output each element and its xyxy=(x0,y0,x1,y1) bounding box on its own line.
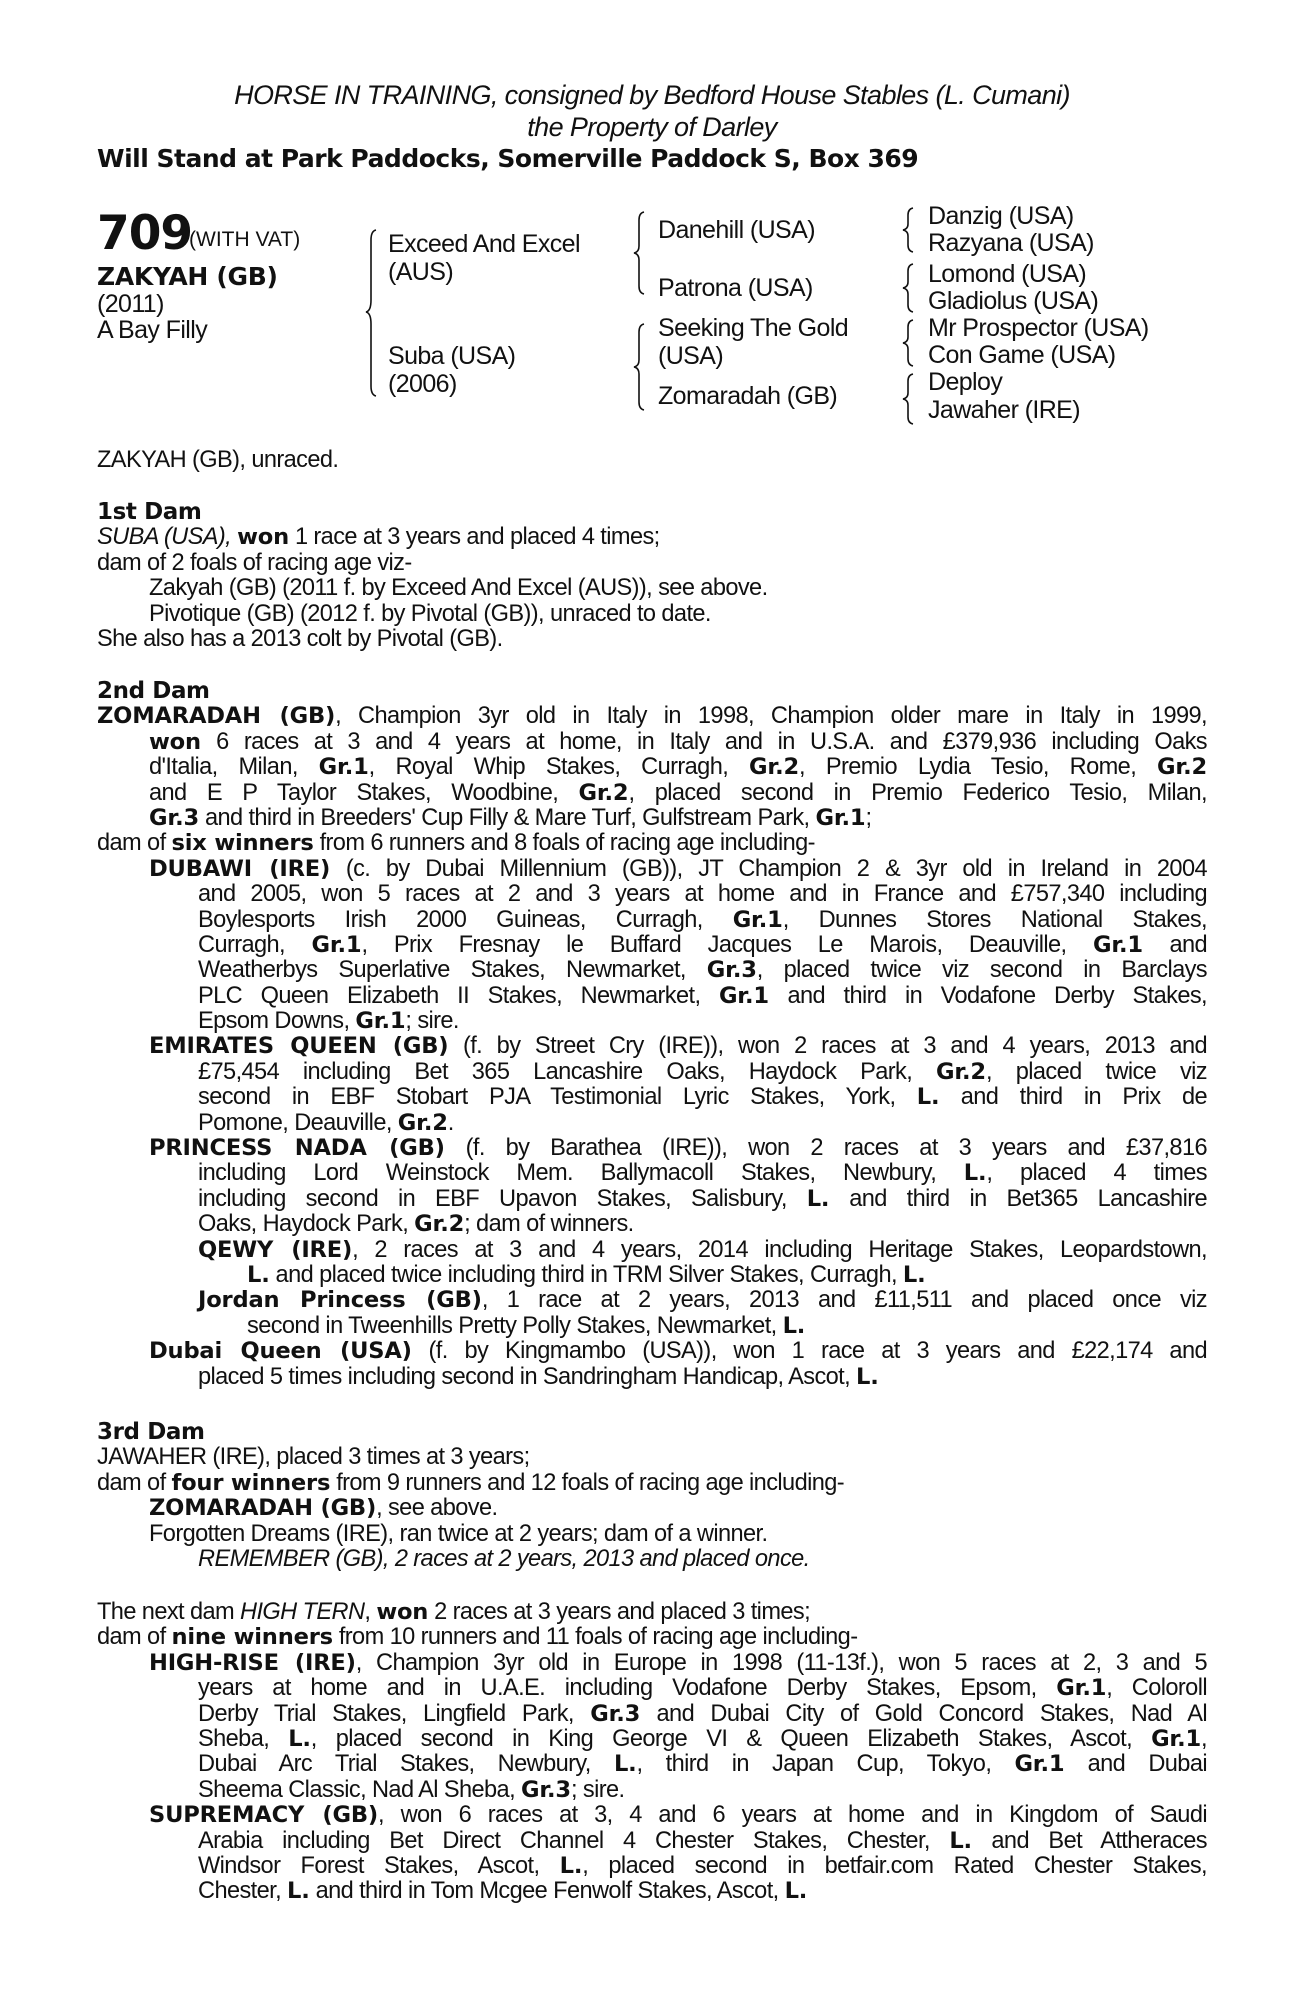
text-segment: L. xyxy=(916,1085,940,1111)
section-title: 1st Dam xyxy=(97,499,202,525)
text-segment: Weatherbys Superlative Stakes, Newmarket, xyxy=(198,958,707,984)
pedigree-text-line xyxy=(97,1263,1207,1288)
text-segment: L. xyxy=(288,1726,311,1752)
text-segment: Oaks, Haydock Park, xyxy=(198,1211,415,1238)
pedigree-text-line xyxy=(97,704,1207,729)
text-segment: (f. by Kingmambo (USA)), won 1 race at 3 years and £22,174 and xyxy=(411,1339,1207,1365)
pedigree-text-line xyxy=(97,1752,1207,1777)
pedigree-text-line xyxy=(97,831,1207,856)
pedigree-gen3-1: Danzig (USA) xyxy=(928,202,1074,230)
text-segment: Chester, xyxy=(198,1878,288,1905)
pedigree-brace-ds xyxy=(630,322,654,412)
text-segment: SUBA (USA), xyxy=(97,524,232,551)
text-segment: Sheema Classic, Nad Al Sheba, xyxy=(198,1776,521,1803)
pedigree-text-line xyxy=(97,958,1207,983)
text-segment: ; sire. xyxy=(570,1776,625,1803)
text-segment: The next dam xyxy=(97,1599,241,1625)
text-segment: , placed twice viz second in Barclays xyxy=(756,958,1207,984)
text-segment: and third in Prix de xyxy=(939,1085,1207,1111)
pedigree-brace-3a xyxy=(900,206,922,254)
text-segment: , placed second in betfair.com Rated Chester Stakes, xyxy=(582,1853,1207,1879)
text-segment: ; xyxy=(865,804,872,831)
text-segment: HIGH-RISE (IRE) xyxy=(149,1650,356,1676)
text-segment: L. xyxy=(247,1261,270,1288)
text-segment: dam of xyxy=(97,1469,172,1496)
pedigree-brace-3d xyxy=(900,372,922,426)
text-segment: HIGH TERN xyxy=(240,1599,365,1625)
text-segment: ZOMARADAH (GB) xyxy=(149,1495,377,1522)
text-segment: Gr.3 xyxy=(590,1701,641,1727)
pedigree-gen3-8: Jawaher (IRE) xyxy=(928,396,1080,424)
text-segment: Gr.3 xyxy=(706,958,757,984)
text-segment: Jordan Princess (GB) xyxy=(198,1288,482,1314)
pedigree-text-line xyxy=(97,1651,1207,1676)
text-segment: JAWAHER (IRE), placed 3 times at 3 years; xyxy=(97,1444,530,1471)
text-segment: , Champion 3yr old in Italy in 1998, Champion older mare in Italy in 1999, xyxy=(335,704,1207,730)
pedigree-text-line xyxy=(97,1778,1207,1803)
text-segment: Gr.1 xyxy=(1014,1752,1065,1778)
text-segment: and Bet Attheraces xyxy=(971,1828,1207,1854)
text-segment: L. xyxy=(559,1853,583,1879)
pedigree-text-line xyxy=(97,984,1207,1009)
pedigree-text-line xyxy=(97,1471,1207,1496)
pedigree-text-line xyxy=(97,1676,1207,1701)
section-title: 2nd Dam xyxy=(97,678,210,704)
text-segment: from 10 runners and 11 foals of racing age including- xyxy=(332,1624,858,1651)
pedigree-gen3-2: Razyana (USA) xyxy=(928,229,1094,257)
text-segment: dam of xyxy=(97,830,172,857)
pedigree-text-line xyxy=(97,1727,1207,1752)
pedigree-text-line xyxy=(97,1187,1207,1212)
section-2nd-dam xyxy=(97,679,1207,1390)
text-segment: , placed second in King George VI & Queen Elizabeth Stakes, Ascot, xyxy=(310,1726,1152,1752)
text-segment: Gr.2 xyxy=(749,755,800,781)
pedigree-gen3-7: Deploy xyxy=(928,368,1003,396)
horse-name: ZAKYAH (GB) xyxy=(97,262,278,291)
section-body xyxy=(97,1600,1207,1905)
lot-vat: (WITH VAT) xyxy=(189,228,301,251)
text-segment: L. xyxy=(287,1878,310,1905)
text-segment: , Champion 3yr old in Europe in 1998 (11-13f.), won 5 races at 2, 3 and 5 xyxy=(355,1650,1207,1676)
pedigree-text-line xyxy=(97,857,1207,882)
horse-description: A Bay Filly xyxy=(97,316,208,344)
text-segment: ; sire. xyxy=(405,1008,459,1035)
section-1st-dam xyxy=(97,500,1207,652)
text-segment: , third in Japan Cup, Tokyo, xyxy=(636,1752,1015,1778)
text-segment: REMEMBER (GB), xyxy=(198,1545,389,1572)
text-segment: Gr.2 xyxy=(414,1211,465,1238)
text-segment: dam of 2 foals of racing age viz- xyxy=(97,549,412,576)
pedigree-text-line xyxy=(97,908,1207,933)
pedigree-text-line xyxy=(97,1365,1207,1390)
text-segment: won xyxy=(237,524,289,551)
text-segment: dam of xyxy=(97,1624,172,1651)
text-segment: ; dam of winners. xyxy=(464,1211,634,1238)
pedigree-text-line xyxy=(97,755,1207,780)
pedigree-gen3-5: Mr Prospector (USA) xyxy=(928,314,1149,342)
pedigree-text-line xyxy=(97,1314,1207,1339)
pedigree-dam-sire: Seeking The Gold xyxy=(658,314,849,342)
text-segment: from 6 runners and 8 foals of racing age including- xyxy=(313,830,815,857)
text-segment: Gr.1 xyxy=(355,1008,406,1035)
text-segment: , placed twice viz xyxy=(985,1059,1207,1085)
text-segment: , placed second in Premio Federico Tesio, Milan, xyxy=(628,780,1207,806)
text-segment: DUBAWI (IRE) xyxy=(149,856,331,882)
pedigree-text-line xyxy=(97,1522,1207,1547)
pedigree-brace-gen1 xyxy=(360,228,390,398)
text-segment: , won 6 races at 3, 4 and 6 years at home and in Kingdom of Saudi xyxy=(378,1803,1207,1829)
text-segment: (c. by Dubai Millennium (GB)), JT Champion 2 & 3yr old in Ireland in 2004 xyxy=(330,856,1207,882)
text-segment: 2 races at 2 years, 2013 and placed once. xyxy=(388,1545,810,1572)
pedigree-text-line xyxy=(97,1496,1207,1521)
text-segment: 1 race at 3 years and placed 4 times; xyxy=(288,524,660,551)
text-segment: Gr.2 xyxy=(397,1109,448,1136)
pedigree-text-line xyxy=(97,1212,1207,1237)
text-segment: L. xyxy=(902,1261,926,1288)
text-segment: L. xyxy=(613,1752,637,1778)
text-segment: Gr.2 xyxy=(578,780,629,806)
text-segment: PLC Queen Elizabeth II Stakes, Newmarket, xyxy=(198,983,719,1009)
text-segment: Dubai Arc Trial Stakes, Newbury, xyxy=(198,1752,614,1778)
text-segment: , placed 4 times xyxy=(986,1161,1207,1187)
text-segment: d'Italia, Milan, xyxy=(149,755,319,781)
text-segment: four winners xyxy=(171,1469,331,1496)
pedigree-text-line xyxy=(97,551,1207,576)
pedigree-gen3-4: Gladiolus (USA) xyxy=(928,287,1099,315)
text-segment: six winners xyxy=(171,830,314,857)
section-body xyxy=(97,704,1207,1390)
text-segment: and Dubai xyxy=(1064,1752,1207,1778)
lot-number: 709 xyxy=(97,206,193,261)
property-line: the Property of Darley xyxy=(527,112,777,142)
text-segment: from 9 runners and 12 foals of racing age including- xyxy=(330,1469,845,1496)
text-segment: , xyxy=(364,1599,377,1625)
text-segment: including Lord Weinstock Mem. Ballymacoll Stakes, Newbury, xyxy=(198,1161,964,1187)
text-segment: , Royal Whip Stakes, Curragh, xyxy=(368,755,750,781)
text-segment: Gr.1 xyxy=(318,755,369,781)
text-segment: , Premio Lydia Tesio, Rome, xyxy=(799,755,1158,781)
text-segment: SUPREMACY (GB) xyxy=(149,1803,379,1829)
pedigree-sire: Exceed And Excel xyxy=(388,230,580,258)
pedigree-text-line xyxy=(97,1136,1207,1161)
pedigree-text-line xyxy=(97,1288,1207,1313)
pedigree-text-line xyxy=(97,882,1207,907)
pedigree-text-line xyxy=(97,1034,1207,1059)
text-segment: Zakyah (GB) (2011 f. by Exceed And Excel (AUS)), see above. xyxy=(149,575,768,602)
text-segment: , Dunnes Stores National Stakes, xyxy=(782,907,1207,933)
text-segment: , Coloroll xyxy=(1106,1676,1207,1702)
text-segment: Gr.1 xyxy=(718,983,769,1009)
text-segment: years at home and in U.A.E. including Vodafone Derby Stakes, Epsom, xyxy=(198,1676,1057,1702)
pedigree-text-line xyxy=(97,1879,1207,1904)
text-segment: £75,454 including Bet 365 Lancashire Oaks, Haydock Park, xyxy=(198,1059,936,1085)
text-segment: Gr.1 xyxy=(311,932,362,958)
text-segment: and xyxy=(1142,932,1207,958)
text-segment: (f. by Barathea (IRE)), won 2 races at 3 years and £37,816 xyxy=(444,1136,1207,1162)
text-segment: Pomone, Deauville, xyxy=(198,1109,398,1136)
pedigree-text-line xyxy=(97,1547,1207,1572)
text-segment: Gr.3 xyxy=(149,804,199,831)
pedigree-text-line xyxy=(97,1238,1207,1263)
text-segment: and third in Bet365 Lancashire xyxy=(829,1186,1207,1212)
pedigree-text-line xyxy=(97,1625,1207,1650)
text-segment: and Dubai City of Gold Concord Stakes, Nad Al xyxy=(640,1701,1207,1727)
text-segment: Gr.2 xyxy=(1157,755,1207,781)
section-body xyxy=(97,525,1207,652)
pedigree-brace-3c xyxy=(900,318,922,368)
pedigree-text-line xyxy=(97,730,1207,755)
text-segment: , Prix Fresnay le Buffard Jacques Le Marois, Deauville, xyxy=(361,932,1093,958)
text-segment: Gr.1 xyxy=(1092,932,1143,958)
text-segment: Boylesports Irish 2000 Guineas, Curragh, xyxy=(198,907,733,933)
pedigree-text-line xyxy=(97,1829,1207,1854)
pedigree-brace-3b xyxy=(900,262,922,314)
text-segment: , see above. xyxy=(376,1495,498,1522)
text-segment: including second in EBF Upavon Stakes, Salisbury, xyxy=(198,1186,807,1212)
text-segment: L. xyxy=(856,1363,879,1390)
text-segment: and placed twice including third in TRM Silver Stakes, Curragh, xyxy=(269,1261,903,1288)
consignor-line: HORSE IN TRAINING, consigned by Bedford House Stables (L. Cumani) xyxy=(234,80,1070,110)
text-segment: Gr.3 xyxy=(520,1776,571,1803)
text-segment: L. xyxy=(963,1161,987,1187)
text-segment: Derby Trial Stakes, Lingfield Park, xyxy=(198,1701,591,1727)
text-segment: 6 races at 3 and 4 years at home, in Italy and in U.S.A. and £379,936 including Oaks xyxy=(200,729,1207,755)
pedigree-text-line xyxy=(97,1339,1207,1364)
text-segment: ZOMARADAH (GB) xyxy=(97,704,336,730)
text-segment: Dubai Queen (USA) xyxy=(149,1339,412,1365)
pedigree-text-line xyxy=(97,781,1207,806)
text-segment: , 2 races at 3 and 4 years, 2014 including Heritage Stakes, Leopardstown, xyxy=(352,1237,1207,1263)
text-segment: and E P Taylor Stakes, Woodbine, xyxy=(149,780,579,806)
text-segment: L. xyxy=(949,1828,972,1854)
pedigree-gen3-6: Con Game (USA) xyxy=(928,341,1116,369)
pedigree-dam: Suba (USA) xyxy=(388,342,516,370)
pedigree-text-line xyxy=(97,602,1207,627)
pedigree-text-line xyxy=(97,576,1207,601)
text-segment: and third in Tom Mcgee Fenwolf Stakes, Ascot, xyxy=(309,1878,785,1905)
text-segment: won xyxy=(149,729,201,755)
pedigree-text-line xyxy=(97,1060,1207,1085)
pedigree-text-line xyxy=(97,933,1207,958)
pedigree-sire-dam: Patrona (USA) xyxy=(658,274,813,302)
text-segment: Sheba, xyxy=(198,1726,289,1752)
pedigree-text-line xyxy=(97,1085,1207,1110)
text-segment: L. xyxy=(806,1186,830,1212)
text-segment: Gr.1 xyxy=(815,804,866,831)
text-segment: , 1 race at 2 years, 2013 and £11,511 and placed once viz xyxy=(481,1288,1207,1314)
pedigree-sire-country: (AUS) xyxy=(388,258,454,286)
pedigree-text-line xyxy=(97,1111,1207,1136)
pedigree-sire-sire: Danehill (USA) xyxy=(658,216,815,244)
text-segment: Gr.2 xyxy=(935,1059,986,1085)
text-segment: 2 races at 3 years and placed 3 times; xyxy=(428,1599,811,1625)
pedigree-text-line xyxy=(97,806,1207,831)
text-segment: nine winners xyxy=(171,1624,333,1651)
text-segment: placed 5 times including second in Sandringham Handicap, Ascot, xyxy=(198,1363,857,1390)
text-segment: Forgotten Dreams (IRE), ran twice at 2 years; dam of a winner. xyxy=(149,1520,768,1547)
section-next-dam xyxy=(97,1600,1207,1905)
text-segment: L. xyxy=(784,1878,808,1905)
text-segment: won xyxy=(376,1599,429,1625)
pedigree-gen3-3: Lomond (USA) xyxy=(928,260,1087,288)
text-segment: Epsom Downs, xyxy=(198,1008,356,1035)
section-title: 3rd Dam xyxy=(97,1419,205,1445)
text-segment: second in Tweenhills Pretty Polly Stakes, Newmarket, xyxy=(247,1312,783,1339)
text-segment: Windsor Forest Stakes, Ascot, xyxy=(198,1853,560,1879)
pedigree-text-line xyxy=(97,1009,1207,1034)
pedigree-text-line xyxy=(97,1702,1207,1727)
pedigree-text-line xyxy=(97,1161,1207,1186)
foaling-year: (2011) xyxy=(97,290,164,318)
text-segment: Gr.1 xyxy=(1056,1676,1107,1702)
pedigree-dam-sire-country: (USA) xyxy=(658,342,724,370)
text-segment: She also has a 2013 colt by Pivotal (GB). xyxy=(97,625,503,652)
pedigree-text-line xyxy=(97,1445,1207,1470)
section-body xyxy=(97,1445,1207,1572)
text-segment: . xyxy=(447,1109,454,1136)
text-segment: Curragh, xyxy=(198,932,312,958)
pedigree-text-line xyxy=(97,1600,1207,1625)
pedigree-text-line xyxy=(97,1854,1207,1879)
pedigree-text-line xyxy=(97,627,1207,652)
text-segment: and third in Vodafone Derby Stakes, xyxy=(768,983,1207,1009)
text-segment: L. xyxy=(782,1312,806,1339)
text-segment: (f. by Street Cry (IRE)), won 2 races at 3 and 4 years, 2013 and xyxy=(448,1034,1207,1060)
text-segment: Gr.1 xyxy=(1151,1726,1202,1752)
pedigree-dam-year: (2006) xyxy=(388,370,457,398)
stand-location: Will Stand at Park Paddocks, Somerville Paddock S, Box 369 xyxy=(97,144,919,173)
text-segment: second in EBF Stobart PJA Testimonial Lyric Stakes, York, xyxy=(198,1085,917,1111)
text-segment: Arabia including Bet Direct Channel 4 Chester Stakes, Chester, xyxy=(198,1828,950,1854)
text-segment: Gr.1 xyxy=(732,907,783,933)
text-segment: PRINCESS NADA (GB) xyxy=(149,1136,445,1162)
text-segment: , xyxy=(1201,1726,1207,1752)
text-segment: QEWY (IRE) xyxy=(198,1237,353,1263)
pedigree-text-line xyxy=(97,525,1207,550)
text-segment: and third in Breeders' Cup Filly & Mare Turf, Gulfstream Park, xyxy=(198,804,816,831)
pedigree-dam-dam: Zomaradah (GB) xyxy=(658,382,838,410)
racing-summary: ZAKYAH (GB), unraced. xyxy=(97,447,339,473)
pedigree-brace-ss xyxy=(630,210,654,296)
text-segment: EMIRATES QUEEN (GB) xyxy=(149,1034,449,1060)
text-segment: and 2005, won 5 races at 2 and 3 years at home and in France and £757,340 including xyxy=(198,882,1207,908)
pedigree-text-line xyxy=(97,1803,1207,1828)
section-3rd-dam xyxy=(97,1420,1207,1572)
text-segment: Pivotique (GB) (2012 f. by Pivotal (GB)), unraced to date. xyxy=(149,600,711,627)
